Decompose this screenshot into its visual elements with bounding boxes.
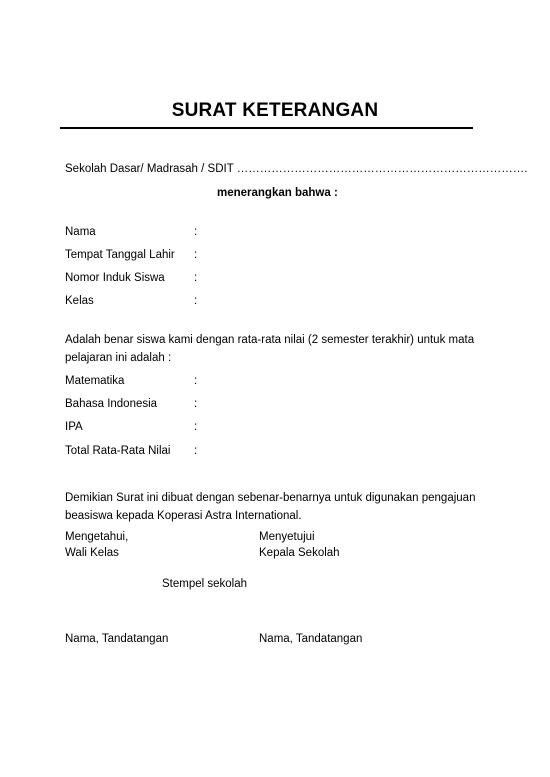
right-sign-name: Nama, Tandatangan — [259, 633, 363, 645]
school-line: Sekolah Dasar/ Madrasah / SDIT …………………………………………………………………. — [65, 163, 528, 175]
field-colon: : — [194, 249, 198, 261]
stamp-label: Stempel sekolah — [162, 578, 248, 590]
right-sign-line1: Menyetujui — [259, 531, 315, 543]
grade-colon: : — [194, 375, 198, 387]
grade-label-ipa: IPA — [65, 421, 83, 433]
closing-paragraph: Demikian Surat ini dibuat dengan sebenar-benarnya untuk digunakan pengajuan beasiswa kepada Koperasi Astra International. — [65, 492, 476, 522]
statement-paragraph: Adalah benar siswa kami dengan rata-rata nilai (2 semester terakhir) untuk mata pelajaran ini adalah : — [65, 334, 475, 364]
field-colon: : — [194, 226, 198, 238]
left-sign-name: Nama, Tandatangan — [65, 633, 169, 645]
title-underline — [60, 127, 473, 129]
subtitle: menerangkan bahwa : — [217, 187, 338, 199]
left-sign-line2: Wali Kelas — [65, 547, 119, 559]
field-colon: : — [194, 272, 198, 284]
grade-colon: : — [194, 445, 198, 457]
right-sign-line2: Kepala Sekolah — [259, 547, 340, 559]
field-label-nomor-induk-siswa: Nomor Induk Siswa — [65, 272, 165, 284]
grade-colon: : — [194, 398, 198, 410]
left-sign-line1: Mengetahui, — [65, 531, 129, 543]
field-label-tempat-tanggal-lahir: Tempat Tanggal Lahir — [65, 249, 175, 261]
grade-label-bahasa-indonesia: Bahasa Indonesia — [65, 398, 158, 410]
grade-label-total-rata-rata: Total Rata-Rata Nilai — [65, 445, 171, 457]
field-label-kelas: Kelas — [65, 295, 94, 307]
grade-colon: : — [194, 421, 198, 433]
grade-label-matematika: Matematika — [65, 375, 125, 387]
field-label-nama: Nama — [65, 226, 96, 238]
document-title: SURAT KETERANGAN — [171, 100, 379, 121]
field-colon: : — [194, 295, 198, 307]
